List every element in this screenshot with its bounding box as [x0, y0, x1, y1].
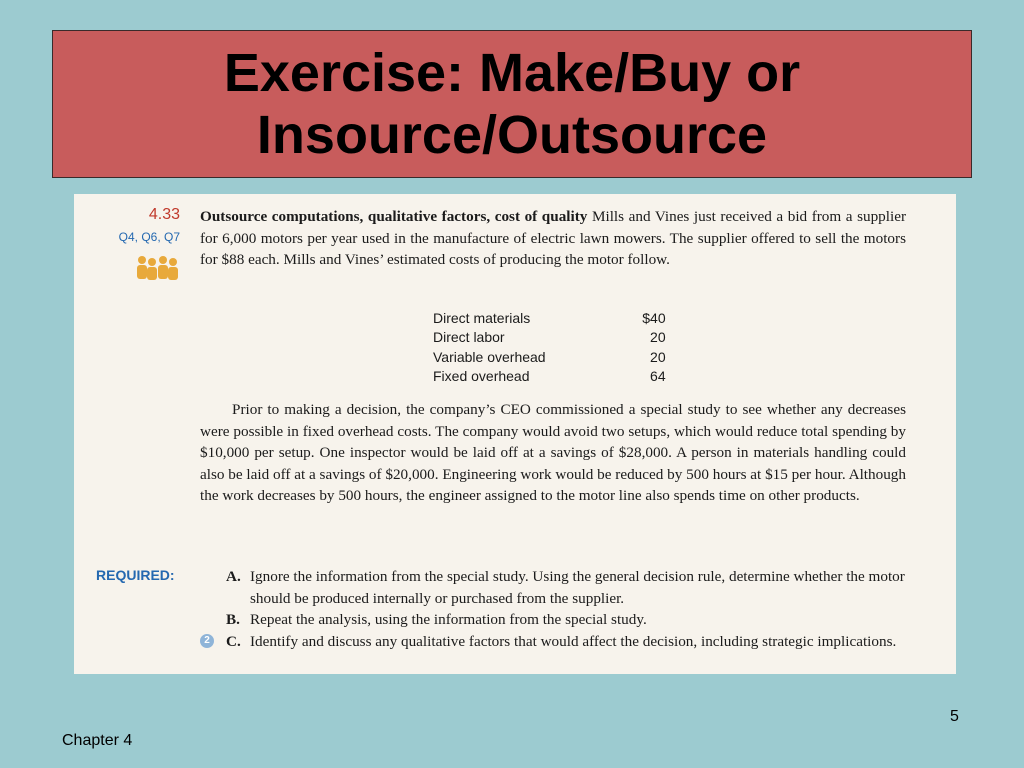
exercise-image [74, 194, 956, 674]
cost-amount: 20 [650, 348, 666, 365]
cost-row [433, 328, 666, 348]
question-references: Q4, Q6, Q7 [118, 230, 180, 244]
required-list [226, 566, 906, 652]
required-text: Identify and discuss any qualitative factors that would affect the decision, including strategic implications. [250, 632, 897, 650]
cost-amount: 64 [650, 368, 666, 385]
cost-row [433, 308, 666, 328]
cost-amount: 20 [650, 329, 666, 346]
title-line-1: Exercise: Make/Buy or [223, 43, 801, 103]
exercise-intro-text: Mills and Vines just received a bid from a supplier for 6,000 motors per year used in the manufacture of electric lawn mowers. The supplier offered to sell the motors for $88 each. Mills and Vines’ estimated costs of producing the motor follow. [200, 208, 907, 268]
slide-title [52, 30, 972, 178]
exercise-number: 4.33 [148, 206, 180, 223]
required-text: Repeat the analysis, using the information from the special study. [250, 611, 647, 628]
special-study-paragraph: Prior to making a decision, the company’s CEO commissioned a special study to see whether any decreases were possible in fixed overhead costs. The company would avoid two setups, which would reduce total spending by $10,000 per setup. One inspector would be laid off at a savings of $28,000. A person in materials handling could also be laid off at a savings of $20,000. Engineering work would be reduced by 500 hours at $15 per hour. Although the work decreases by 500 hours, the engineer assigned to the motor line also spends time on other products. [200, 401, 906, 504]
learning-objective-badge: 2 [200, 634, 214, 648]
exercise-intro [200, 206, 906, 271]
required-item-c [226, 631, 906, 653]
required-item-b [226, 609, 906, 631]
exercise-heading: Outsource computations, qualitative factors, cost of quality [200, 208, 588, 225]
cost-table [433, 308, 666, 386]
cost-amount: $40 [642, 309, 666, 326]
cost-label: Fixed overhead [433, 368, 530, 385]
cost-label: Direct labor [433, 329, 505, 346]
group-people-icon [134, 254, 180, 280]
cost-row [433, 347, 666, 367]
cost-row [433, 367, 666, 387]
required-label: REQUIRED: [96, 567, 175, 583]
cost-label: Variable overhead [433, 348, 546, 365]
required-letter: B. [226, 611, 240, 628]
cost-label: Direct materials [433, 309, 531, 326]
required-letter: A. [226, 568, 241, 585]
page-number: 5 [950, 708, 959, 725]
title-line-2: Insource/Outsource [256, 105, 768, 165]
footer-chapter: Chapter 4 [62, 732, 133, 749]
required-item-a [226, 566, 906, 609]
required-text: Ignore the information from the special study. Using the general decision rule, determine whether the motor should be produced internally or purchased from the supplier. [250, 568, 905, 607]
required-letter: C. [226, 632, 241, 650]
